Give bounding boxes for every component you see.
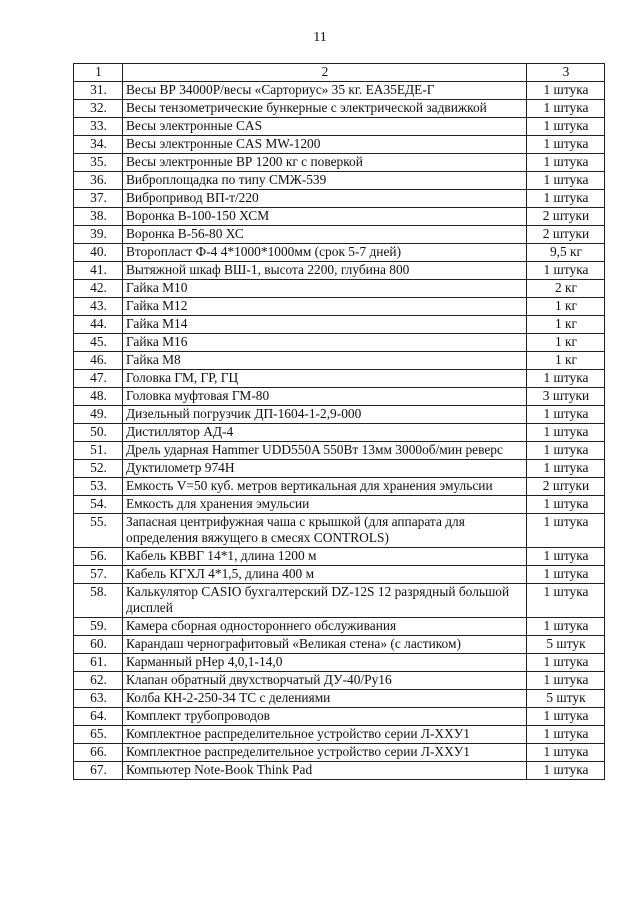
row-quantity-cell: 1 штука — [527, 514, 605, 548]
table-row — [74, 690, 605, 708]
row-number-cell: 35. — [74, 154, 123, 172]
row-quantity-cell: 1 штука — [527, 118, 605, 136]
row-quantity-cell: 1 штука — [527, 370, 605, 388]
row-name-cell: Кабель КВВГ 14*1, длина 1200 м — [123, 548, 527, 566]
table-row — [74, 208, 605, 226]
row-number-cell: 32. — [74, 100, 123, 118]
row-number-cell: 63. — [74, 690, 123, 708]
row-quantity-cell: 1 штука — [527, 744, 605, 762]
row-name-cell: Дизельный погрузчик ДП-1604-1-2,9-000 — [123, 406, 527, 424]
row-number-cell: 66. — [74, 744, 123, 762]
row-quantity-cell: 1 штука — [527, 424, 605, 442]
table-row — [74, 136, 605, 154]
row-quantity-cell: 1 кг — [527, 352, 605, 370]
row-quantity-cell: 1 кг — [527, 316, 605, 334]
row-quantity-cell: 1 штука — [527, 82, 605, 100]
row-number-cell: 62. — [74, 672, 123, 690]
row-name-cell: Карандаш чернографитовый «Великая стена» (с ластиком) — [123, 636, 527, 654]
row-name-cell: Дуктилометр 974Н — [123, 460, 527, 478]
row-number-cell: 37. — [74, 190, 123, 208]
row-number-cell: 51. — [74, 442, 123, 460]
row-number-cell: 48. — [74, 388, 123, 406]
table-row — [74, 442, 605, 460]
table-row — [74, 708, 605, 726]
row-name-cell: Гайка М14 — [123, 316, 527, 334]
table-row — [74, 352, 605, 370]
row-quantity-cell: 1 штука — [527, 496, 605, 514]
row-quantity-cell: 1 штука — [527, 566, 605, 584]
row-number-cell: 64. — [74, 708, 123, 726]
row-number-cell: 41. — [74, 262, 123, 280]
row-name-cell: Весы ВР 34000Р/весы «Сарториус» 35 кг. ЕА35ЕДЕ-Г — [123, 82, 527, 100]
row-name-cell: Колба КН-2-250-34 ТС с делениями — [123, 690, 527, 708]
row-name-cell: Емкость V=50 куб. метров вертикальная для хранения эмульсии — [123, 478, 527, 496]
row-name-cell: Весы электронные ВР 1200 кг с поверкой — [123, 154, 527, 172]
table-row — [74, 100, 605, 118]
table-row — [74, 566, 605, 584]
table-row — [74, 334, 605, 352]
row-number-cell: 47. — [74, 370, 123, 388]
page-number: 11 — [313, 30, 327, 45]
table-row — [74, 370, 605, 388]
row-name-cell: Гайка М10 — [123, 280, 527, 298]
row-name-cell: Запасная центрифужная чаша с крышкой (для аппарата для определения вяжущего в смесях CONTROLS) — [123, 514, 527, 548]
row-number-cell: 55. — [74, 514, 123, 548]
row-name-cell: Воронка В-56-80 ХС — [123, 226, 527, 244]
row-quantity-cell: 1 кг — [527, 298, 605, 316]
row-number-cell: 59. — [74, 618, 123, 636]
table-row — [74, 280, 605, 298]
row-name-cell: Гайка М8 — [123, 352, 527, 370]
row-name-cell: Калькулятор CASIO бухгалтерский DZ-12S 12 разрядный большой дисплей — [123, 584, 527, 618]
row-quantity-cell: 1 штука — [527, 136, 605, 154]
table-row — [74, 262, 605, 280]
row-name-cell: Весы электронные CAS MW-1200 — [123, 136, 527, 154]
row-name-cell: Дрель ударная Hammer UDD550A 550Вт 13мм 3000об/мин реверс — [123, 442, 527, 460]
table-row — [74, 654, 605, 672]
table-row — [74, 190, 605, 208]
row-name-cell: Головка муфтовая ГМ-80 — [123, 388, 527, 406]
table-row — [74, 298, 605, 316]
row-quantity-cell: 1 штука — [527, 406, 605, 424]
row-number-cell: 49. — [74, 406, 123, 424]
table-row — [74, 118, 605, 136]
table-row — [74, 406, 605, 424]
row-quantity-cell: 1 штука — [527, 708, 605, 726]
row-number-cell: 61. — [74, 654, 123, 672]
header-cell-name: 2 — [123, 64, 527, 82]
table-row — [74, 388, 605, 406]
table-row — [74, 172, 605, 190]
row-number-cell: 39. — [74, 226, 123, 244]
row-number-cell: 44. — [74, 316, 123, 334]
row-number-cell: 38. — [74, 208, 123, 226]
row-number-cell: 65. — [74, 726, 123, 744]
row-name-cell: Камера сборная одностороннего обслуживания — [123, 618, 527, 636]
row-name-cell: Компьютер Note-Book Think Pad — [123, 762, 527, 780]
row-quantity-cell: 1 штука — [527, 654, 605, 672]
table-row — [74, 226, 605, 244]
row-number-cell: 58. — [74, 584, 123, 618]
row-number-cell: 43. — [74, 298, 123, 316]
items-table-body — [74, 64, 605, 780]
row-name-cell: Клапан обратный двухстворчатый ДУ-40/Ру16 — [123, 672, 527, 690]
table-row — [74, 672, 605, 690]
row-quantity-cell: 1 штука — [527, 154, 605, 172]
table-header-row — [74, 64, 605, 82]
row-name-cell: Комплект трубопроводов — [123, 708, 527, 726]
row-quantity-cell: 1 кг — [527, 334, 605, 352]
row-name-cell: Весы тензометрические бункерные с электрической задвижкой — [123, 100, 527, 118]
row-quantity-cell: 2 штуки — [527, 478, 605, 496]
row-name-cell: Воронка В-100-150 ХСМ — [123, 208, 527, 226]
row-number-cell: 36. — [74, 172, 123, 190]
row-name-cell: Головка ГМ, ГР, ГЦ — [123, 370, 527, 388]
table-row — [74, 584, 605, 618]
row-quantity-cell: 2 штуки — [527, 226, 605, 244]
row-name-cell: Комплектное распределительное устройство серии Л-ХХУ1 — [123, 744, 527, 762]
table-row — [74, 636, 605, 654]
row-name-cell: Емкость для хранения эмульсии — [123, 496, 527, 514]
table-row — [74, 316, 605, 334]
row-name-cell: Гайка М12 — [123, 298, 527, 316]
row-number-cell: 54. — [74, 496, 123, 514]
table-row — [74, 460, 605, 478]
row-number-cell: 60. — [74, 636, 123, 654]
header-cell-number: 1 — [74, 64, 123, 82]
row-quantity-cell: 1 штука — [527, 762, 605, 780]
row-name-cell: Вибропривод ВП-т/220 — [123, 190, 527, 208]
row-name-cell: Дистиллятор АД-4 — [123, 424, 527, 442]
table-row — [74, 154, 605, 172]
row-number-cell: 57. — [74, 566, 123, 584]
row-number-cell: 50. — [74, 424, 123, 442]
table-row — [74, 424, 605, 442]
row-name-cell: Виброплощадка по типу СМЖ-539 — [123, 172, 527, 190]
row-number-cell: 67. — [74, 762, 123, 780]
row-quantity-cell: 2 штуки — [527, 208, 605, 226]
row-quantity-cell: 2 кг — [527, 280, 605, 298]
table-row — [74, 244, 605, 262]
row-number-cell: 40. — [74, 244, 123, 262]
row-number-cell: 56. — [74, 548, 123, 566]
table-row — [74, 496, 605, 514]
table-row — [74, 618, 605, 636]
row-number-cell: 33. — [74, 118, 123, 136]
row-quantity-cell: 1 штука — [527, 172, 605, 190]
header-cell-quantity: 3 — [527, 64, 605, 82]
items-table — [73, 63, 605, 780]
row-name-cell: Кабель КГХЛ 4*1,5, длина 400 м — [123, 566, 527, 584]
row-quantity-cell: 1 штука — [527, 262, 605, 280]
row-name-cell: Второпласт Ф-4 4*1000*1000мм (срок 5-7 дней) — [123, 244, 527, 262]
table-row — [74, 548, 605, 566]
table-row — [74, 744, 605, 762]
row-quantity-cell: 5 штук — [527, 690, 605, 708]
row-name-cell: Весы электронные CAS — [123, 118, 527, 136]
table-row — [74, 82, 605, 100]
row-quantity-cell: 1 штука — [527, 548, 605, 566]
row-quantity-cell: 5 штук — [527, 636, 605, 654]
table-row — [74, 478, 605, 496]
row-number-cell: 53. — [74, 478, 123, 496]
row-quantity-cell: 1 штука — [527, 460, 605, 478]
row-quantity-cell: 1 штука — [527, 672, 605, 690]
row-name-cell: Гайка М16 — [123, 334, 527, 352]
row-quantity-cell: 1 штука — [527, 442, 605, 460]
row-quantity-cell: 1 штука — [527, 100, 605, 118]
row-number-cell: 31. — [74, 82, 123, 100]
table-row — [74, 762, 605, 780]
row-number-cell: 34. — [74, 136, 123, 154]
row-quantity-cell: 1 штука — [527, 726, 605, 744]
row-quantity-cell: 1 штука — [527, 190, 605, 208]
row-quantity-cell: 1 штука — [527, 584, 605, 618]
row-number-cell: 42. — [74, 280, 123, 298]
row-name-cell: Карманный рНер 4,0,1-14,0 — [123, 654, 527, 672]
row-name-cell: Комплектное распределительное устройство серии Л-ХХУ1 — [123, 726, 527, 744]
row-name-cell: Вытяжной шкаф ВШ-1, высота 2200, глубина 800 — [123, 262, 527, 280]
row-quantity-cell: 9,5 кг — [527, 244, 605, 262]
table-row — [74, 726, 605, 744]
row-number-cell: 45. — [74, 334, 123, 352]
row-quantity-cell: 3 штуки — [527, 388, 605, 406]
row-number-cell: 52. — [74, 460, 123, 478]
table-row — [74, 514, 605, 548]
row-quantity-cell: 1 штука — [527, 618, 605, 636]
row-number-cell: 46. — [74, 352, 123, 370]
